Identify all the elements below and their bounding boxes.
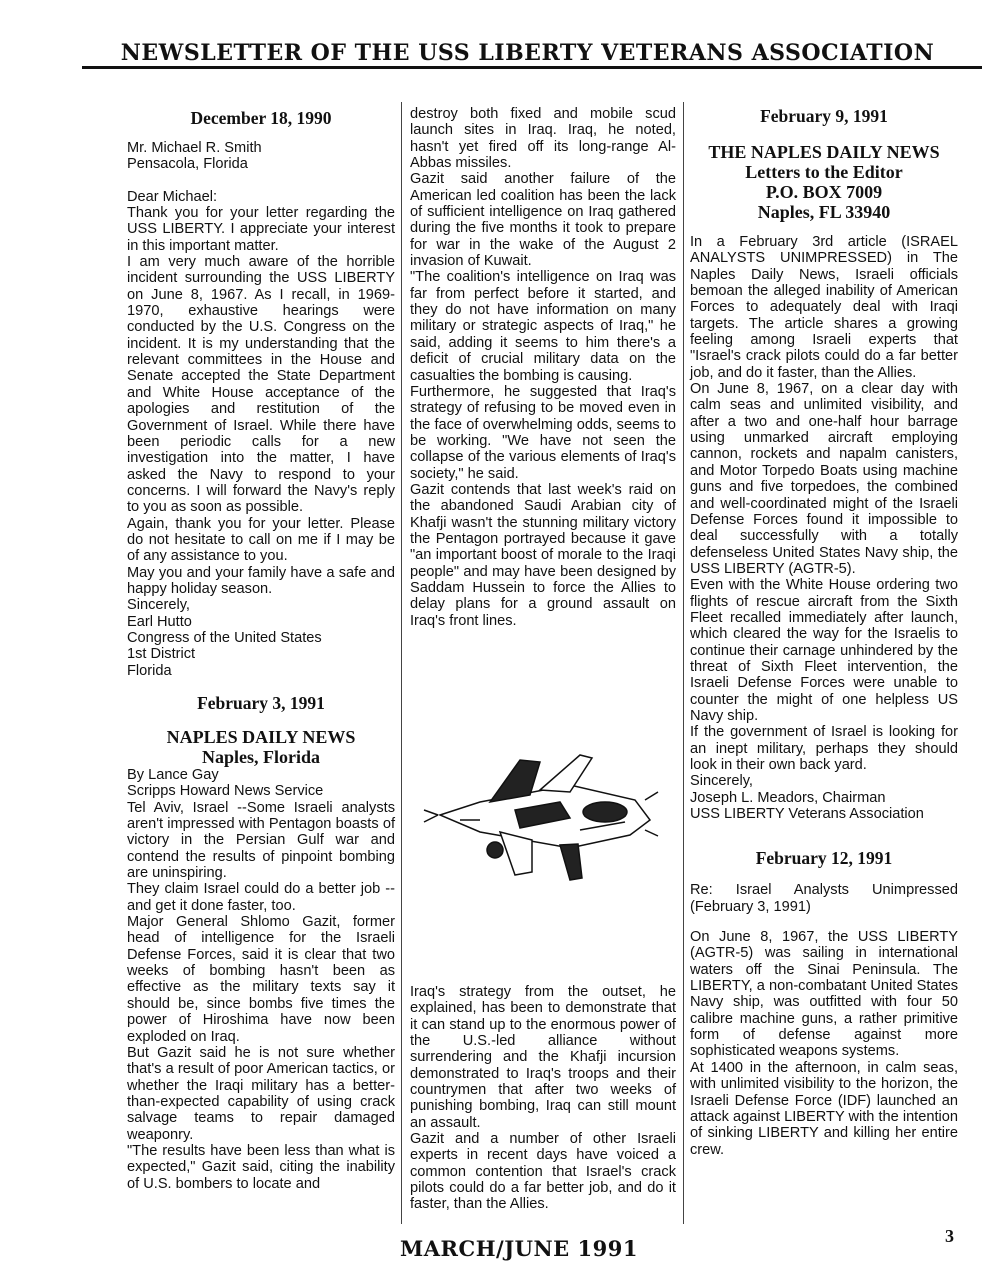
paragraph: Major General Shlomo Gazit, former head of intelligence for the Israeli Defense Forces, said it is clear that two weeks of bombing hasn't been as effective as the military texts say it should be, since bombs five times the power of Hiroshima have now been exploded on Iraq. [127,914,395,1045]
column-3 [690,106,958,1158]
paragraph: "The results have been less than what is expected," Gazit said, citing the inability of U.S. bombers to locate and [127,1142,395,1192]
letter-date: December 18, 1990 [190,108,332,128]
signature-line: 1st District [127,646,196,663]
column-divider-left [401,102,402,1224]
page-number: 3 [945,1226,954,1246]
publication-name: NAPLES DAILY NEWS [166,727,356,747]
address-line: P.O. BOX 7009 [765,182,883,202]
closing: Sincerely, [690,773,753,790]
paragraph: But Gazit said he is not sure whether that's a result of poor American tactics, or whether the Iraqi military has a better-than-expected capability of using crack salvage teams to repair damaged weaponry. [127,1044,395,1143]
signature-line: Congress of the United States [127,629,322,646]
closing: Sincerely, [127,597,190,614]
signature-line: Earl Hutto [127,613,192,630]
publication-location: Naples, Florida [201,747,320,767]
letter-date: February 12, 1991 [755,848,893,869]
paragraph: Iraq's strategy from the outset, he explained, has been to demonstrate that it can stand up to the enormous power of the U.S.-led alliance without surrendering and the Khafji incursion demonstrated to Iraq's troops and their countrymen that after two weeks of punishing bombing, Iraq can still mount an assault. [410,984,676,1131]
paragraph: Gazit and a number of other Israeli experts in recent days have voiced a common contention that Israel's crack pilots could do a far better job, and do it faster, than the Allies. [410,1131,676,1213]
masthead-rule [82,66,982,69]
address-line: Naples, FL 33940 [757,202,891,222]
re-line: Re: Israel Analysts Unimpressed (February 3, 1991) [690,882,958,915]
fighter-jet-illustration [420,740,660,890]
paragraph: I am very much aware of the horrible incident surrounding the USS LIBERTY on June 8, 1967. As I recall, in 1969-1970, exhaustive hearings were conducted by the U.S. Congress on the incident. It is my understanding that the relevant committees in the House and Senate accepted the State Department and White House acceptance of the apologies and restitution of the Government of Israel. While there have been periodic calls for a new investigation into the matter, I have asked the Navy to respond to your concerns. I will forward the Navy's reply to you as soon as possible. [127,254,395,516]
paragraph: On June 8, 1967, the USS LIBERTY (AGTR-5) was sailing in international waters off the Sinai Peninsula. The LIBERTY, a non-combatant United States Navy ship, was outfitted with four 50 calibre machine guns, a rather primitive form of defense against more sophisticated weapons systems. [690,929,958,1060]
paragraph: Gazit contends that last week's raid on the abandoned Saudi Arabian city of Khafji wasn't the stunning military victory the Pentagon portrayed because it gave "an important boost of morale to the Iraqi people" and may have been designed by Saddam Hussein to force the Allies to delay plans for a ground assault on Iraq's front lines. [410,481,676,629]
salutation: Dear Michael: [127,188,218,205]
paragraph: Gazit said another failure of the American led coalition has been the lack of sufficient intelligence on Iraq gathered during the five months it took to prepare for war in the wake of the August 2 invasion of Kuwait. [410,171,676,270]
paragraph: destroy both fixed and mobile scud launch sites in Iraq. Iraq, he noted, hasn't yet fired off its long-range Al-Abbas missiles. [410,106,676,172]
issue-footer: MARCH/JUNE 1991 [400,1236,638,1261]
paragraph: On June 8, 1967, on a clear day with calm seas and unlimited visibility, and after a two and one-half hour barrage using unmarked aircraft employing cannon, rockets and napalm canisters, and Motor Torpedo Boats using machine guns and five torpedoes, the combined and well-coordinated might of the Israeli Defense Forces found it impossible to deal successfully with a totally defenseless United States Navy ship, the USS LIBERTY (AGTR-5). [690,381,958,577]
article-date: February 3, 1991 [197,693,325,713]
byline: Scripps Howard News Service [127,783,324,800]
signature-line: Florida [127,662,172,679]
paragraph: May you and your family have a safe and happy holiday season. [127,564,395,597]
column-1 [127,108,395,1192]
paragraph: Again, thank you for your letter. Please do not hesitate to call on me if I may be of any assistance to you. [127,515,395,565]
paragraph: Even with the White House ordering two flights of rescue aircraft from the Sixth Fleet recalled immediately after launch, which cleared the way for the Israelis to continue their carnage unhindered by the threat of Sixth Fleet intervention, the Israeli Defense Forces were unable to counter the might of one helpless US Navy ship. [690,577,958,724]
paragraph: Thank you for your letter regarding the USS LIBERTY. I appreciate your interest in this important matter. [127,205,395,254]
letter-date: February 9, 1991 [760,106,888,126]
paragraph: At 1400 in the afternoon, in calm seas, with unlimited visibility to the horizon, the Israeli Defense Force (IDF) launched an attack against LIBERTY with the intention of sinking LIBERTY and killing her entire crew. [690,1059,958,1158]
paragraph: In a February 3rd article (ISRAEL ANALYSTS UNIMPRESSED) in The Naples Daily News, Israeli officials bemoan the alleged inability of American Forces to adequately deal with Iraqi targets. The article shares a growing feeling among Israeli experts that "Israel's crack pilots could do a far better job, and do it faster, than the Allies. [690,234,958,381]
column-divider-right [683,102,684,1224]
paragraph: If the government of Israel is looking for an inept military, perhaps they should look in their own back yard. [690,724,958,773]
column-2 [410,106,676,629]
addressee-line: Pensacola, Florida [127,156,248,173]
address-line: Letters to the Editor [745,162,903,182]
signature-line: USS LIBERTY Veterans Association [690,806,924,823]
address-line: THE NAPLES DAILY NEWS [708,142,940,162]
masthead: NEWSLETTER OF THE USS LIBERTY VETERANS ASSOCIATION [120,40,935,66]
addressee-line: Mr. Michael R. Smith [127,140,262,156]
paragraph: They claim Israel could do a better job -- and get it done faster, too. [127,881,395,914]
signature-line: Joseph L. Meadors, Chairman [690,789,886,806]
paragraph: "The coalition's intelligence on Iraq was far from perfect before it started, and they do not have information on many military or strategic aspects of Iraq," he said, adding it seems to him there's a deficit of crucial military data on the casualties the bombing is causing. [410,269,676,384]
paragraph: Furthermore, he suggested that Iraq's strategy of refusing to be moved even in the face of overwhelming odds, seems to be working. "We have not seen the collapse of the various elements of Iraq's society," he said. [410,383,676,482]
byline: By Lance Gay [127,767,219,783]
paragraph: Tel Aviv, Israel --Some Israeli analysts aren't impressed with Pentagon boasts of victory in the Persian Gulf war and contend the results of pinpoint bombing are uninspiring. [127,799,395,882]
column-2-continued [410,984,676,1213]
